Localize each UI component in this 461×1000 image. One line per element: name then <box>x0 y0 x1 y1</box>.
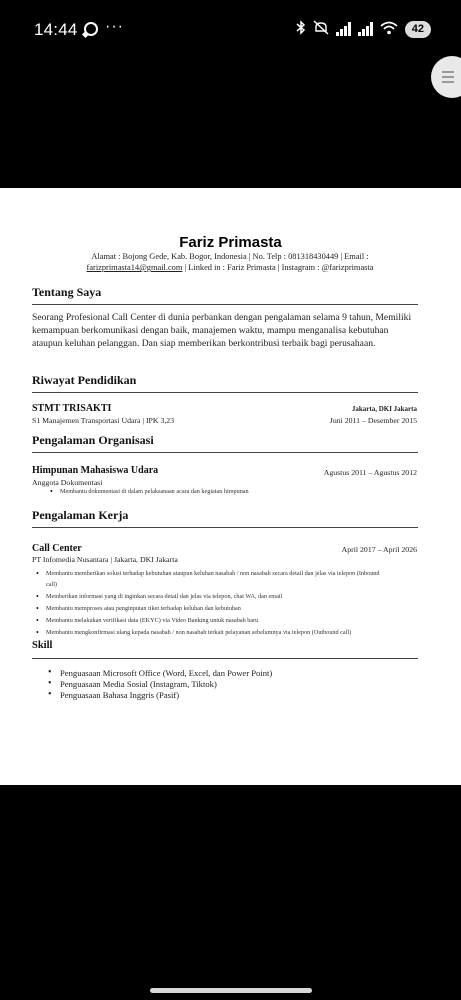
bluetooth-icon <box>296 20 306 38</box>
work-period: April 2017 – April 2026 <box>341 545 417 554</box>
work-bullet-continuation: call) <box>46 581 57 588</box>
work-company: PT Infomedia Nusantara | Jakarta, DKI Jakarta <box>32 555 178 564</box>
resume-document <box>0 188 461 785</box>
status-icons <box>296 20 431 38</box>
section-title-education: Riwayat Pendidikan <box>32 373 137 387</box>
skill-item: • Penguasaan Media Sosial (Instagram, Tiktok) <box>60 679 217 689</box>
skill-item: • Penguasaan Bahasa Inggris (Pasif) <box>60 690 179 700</box>
more-notifications-icon: ··· <box>105 18 124 35</box>
education-period: Juni 2011 – Desember 2015 <box>329 416 417 425</box>
section-divider <box>32 392 418 393</box>
contact-info <box>60 251 400 273</box>
section-title-organization: Pengalaman Organisasi <box>32 433 154 447</box>
contact-line-1: Alamat : Bojong Gede, Kab. Bogor, Indonesia | No. Telp : 081318430449 | Email : <box>91 252 369 261</box>
status-bar <box>0 0 461 62</box>
section-divider <box>32 658 418 659</box>
work-bullet: • Membantu mengkonfirmasi ulang kepada nasabah / non nasabah terkait pelayanan sebelumnya via telepon (Outbound call) <box>46 629 351 636</box>
organization-name: Himpunan Mahasiswa Udara <box>32 465 159 476</box>
organization-role: Anggota Dokumentasi <box>32 478 103 487</box>
side-panel-handle[interactable] <box>431 56 461 98</box>
wifi-icon <box>380 21 398 38</box>
contact-line-2: | Linked in : Fariz Primasta | Instagram : @farizprimasta <box>182 263 374 272</box>
education-degree: S1 Manajemen Transportasi Udara | IPK 3,23 <box>32 416 175 425</box>
battery-icon: 42 <box>405 21 431 38</box>
section-title-about: Tentang Saya <box>32 285 102 299</box>
whatsapp-icon <box>84 22 98 36</box>
work-position: Call Center <box>32 543 82 554</box>
work-bullet: • Membantu melakukan verifikasi data (EKYC) via Video Banking untuk nasabah baru <box>46 617 258 624</box>
about-text: Seorang Profesional Call Center di dunia perbankan dengan pengalaman selama 9 tahun, Memiliki kemampuan berkomunikasi dengan baik, manajemen waktu, mampu menganalisa kebutuhan ataupun keluhan pelanggan. Dan siap memberikan berkontribusi terbaik bagi perusahaan. <box>32 312 412 349</box>
resume-name: Fariz Primasta <box>179 234 282 251</box>
education-location: Jakarta, DKI Jakarta <box>351 405 417 413</box>
work-bullet: • Membantu memberikan solusi terhadap kebutuhan ataupun keluhan nasabah / non nasabah secara detail dan jelas via telepon (Inbound <box>46 570 380 577</box>
organization-bullet: • Membantu dokumentasi di dalam pelaksanaan acara dan kegiatan himpunan <box>60 488 249 495</box>
section-divider <box>32 452 418 453</box>
education-school: STMT TRISAKTI <box>32 403 112 414</box>
signal-icon-2 <box>358 22 373 36</box>
section-divider <box>32 527 418 528</box>
mute-icon <box>313 20 329 38</box>
section-title-work: Pengalaman Kerja <box>32 508 129 522</box>
email-link[interactable]: farizprimasta14@gmail.com <box>86 263 183 272</box>
skill-item: • Penguasaan Microsoft Office (Word, Excel, dan Power Point) <box>60 668 272 678</box>
work-bullet: • Memberikan informasi yang di inginkan secara detail dan jelas via telepon, chat WA, dan email <box>46 593 282 600</box>
work-bullet: • Membantu memproses atau penginputan tiket terhadap keluhan dan kebutuhan <box>46 605 241 612</box>
organization-period: Agustus 2011 – Agustus 2012 <box>323 468 417 477</box>
home-indicator[interactable] <box>150 988 312 993</box>
section-title-skill: Skill <box>32 640 53 651</box>
status-time: 14:44 <box>34 20 78 39</box>
signal-icon-1 <box>336 22 351 36</box>
section-divider <box>32 304 418 305</box>
